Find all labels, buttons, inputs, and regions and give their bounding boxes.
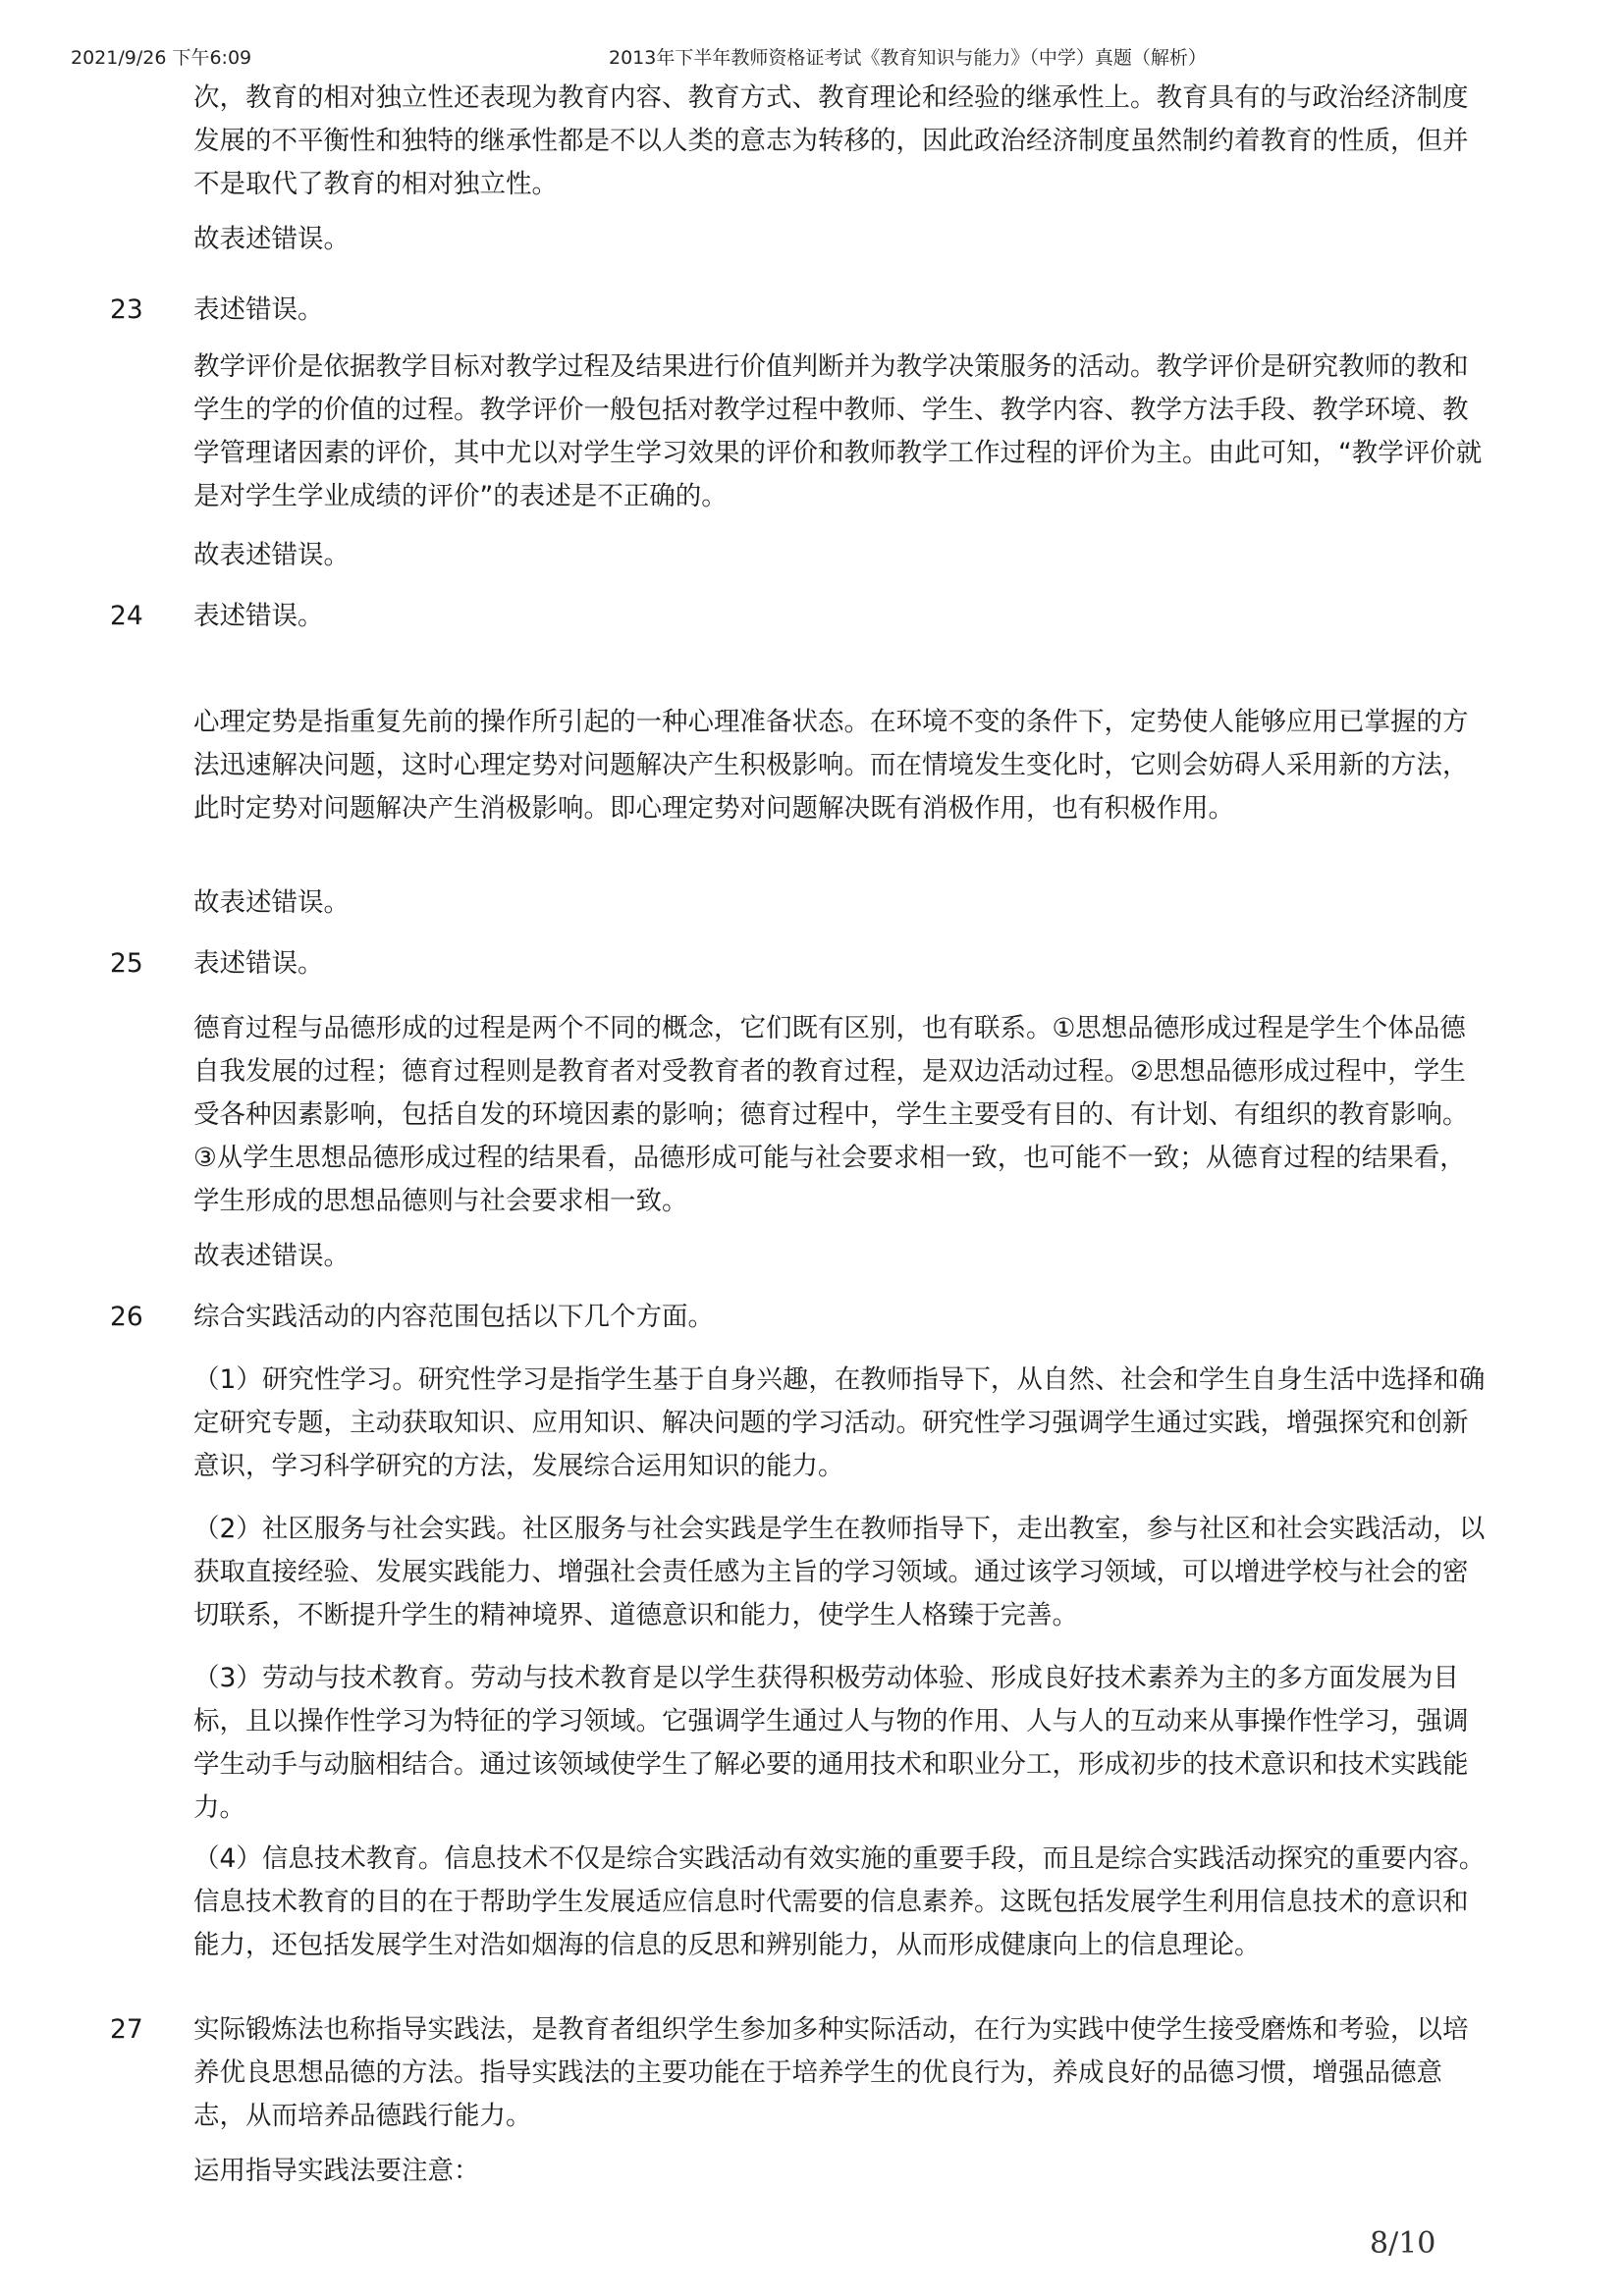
item-26-2: （2）社区服务与社会实践。社区服务与社会实践是学生在教师指导下，走出教室，参与社区和社会实践活动，以获取直接经验、发展实践能力、增强社会责任感为主旨的学习领域。通过该学习领域，可以增进学校与社会的密切联系，不断提升学生的精神境界、道德意识和能力，使学生人格臻于完善。 (193, 1514, 1486, 1630)
conclusion-25: 故表述错误。 (193, 1241, 350, 1271)
question-number-25: 25 (110, 948, 143, 979)
explanation-25: 德育过程与品德形成的过程是两个不同的概念，它们既有区别，也有联系。①思想品德形成过程是学生个体品德自我发展的过程；德育过程则是教育者对受教育者的教育过程，是双边活动过程。②思想品德形成过程中，学生受各种因素影响，包括自发的环境因素的影响；德育过程中，学生主要受有目的、有计划、有组织的教育影响。③从学生思想品德形成过程的结果看，品德形成可能与社会要求相一致，也可能不一致；从德育过程的结果看，学生形成的思想品德则与社会要求相一致。 (193, 1013, 1469, 1216)
explanation-27: 实际锻炼法也称指导实践法，是教育者组织学生参加多种实际活动，在行为实践中使学生接受磨炼和考验，以培养优良思想品德的方法。指导实践法的主要功能在于培养学生的优良行为，养成良好的品德习惯，增强品德意志，从而培养品德践行能力。 (193, 2014, 1469, 2131)
conclusion-23: 故表述错误。 (193, 540, 350, 570)
verdict-25: 表述错误。 (193, 948, 324, 979)
verdict-23: 表述错误。 (193, 294, 324, 325)
question-number-26: 26 (110, 1302, 143, 1332)
question-number-23: 23 (110, 294, 143, 325)
explanation-24: 心理定势是指重复先前的操作所引起的一种心理准备状态。在环境不变的条件下，定势使人能够应用已掌握的方法迅速解决问题，这时心理定势对问题解决产生积极影响。而在情境发生变化时，它则会妨碍人采用新的方法，此时定势对问题解决产生消极影响。即心理定势对问题解决既有消极作用，也有积极作用。 (193, 707, 1469, 824)
intro-26: 综合实践活动的内容范围包括以下几个方面。 (193, 1302, 714, 1332)
question-number-27: 27 (110, 2014, 143, 2045)
conclusion-22: 故表述错误。 (193, 224, 350, 254)
page-header-title: 2013年下半年教师资格证考试《教育知识与能力》（中学）真题（解析） (609, 47, 1207, 69)
item-26-4: （4）信息技术教育。信息技术不仅是综合实践活动有效实施的重要手段，而且是综合实践活动探究的重要内容。信息技术教育的目的在于帮助学生发展适应信息时代需要的信息素养。这既包括发展学生利用信息技术的意识和能力，还包括发展学生对浩如烟海的信息的反思和辨别能力，从而形成健康向上的信息理论。 (193, 1843, 1486, 1960)
followup-27: 运用指导实践法要注意： (193, 2156, 480, 2186)
item-26-3: （3）劳动与技术教育。劳动与技术教育是以学生获得积极劳动体验、形成良好技术素养为主的多方面发展为目标，且以操作性学习为特征的学习领域。它强调学生通过人与物的作用、人与人的互动来从事操作性学习，强调学生动手与动脑相结合。通过该领域使学生了解必要的通用技术和职业分工，形成初步的技术意识和技术实践能力。 (193, 1663, 1469, 1823)
page-number: 8/10 (1370, 2226, 1436, 2261)
explanation-23: 教学评价是依据教学目标对教学过程及结果进行价值判断并为教学决策服务的活动。教学评价是研究教师的教和学生的学的价值的过程。教学评价一般包括对教学过程中教师、学生、教学内容、教学方法手段、教学环境、教学管理诸因素的评价，其中尤以对学生学习效果的评价和教师教学工作过程的评价为主。由此可知，“教学评价就是对学生学业成绩的评价”的表述是不正确的。 (193, 351, 1483, 511)
print-datetime: 2021/9/26 下午6:09 (71, 47, 252, 69)
question-number-24: 24 (110, 601, 143, 631)
paragraph-22-continued: 次，教育的相对独立性还表现为教育内容、教育方式、教育理论和经验的继承性上。教育具有的与政治经济制度发展的不平衡性和独特的继承性都是不以人类的意志为转移的，因此政治经济制度虽然制约着教育的性质，但并不是取代了教育的相对独立性。 (193, 82, 1469, 199)
verdict-24: 表述错误。 (193, 601, 324, 631)
item-26-1: （1）研究性学习。研究性学习是指学生基于自身兴趣，在教师指导下，从自然、社会和学生自身生活中选择和确定研究专题，主动获取知识、应用知识、解决问题的学习活动。研究性学习强调学生通过实践，增强探究和创新意识，学习科学研究的方法，发展综合运用知识的能力。 (193, 1364, 1486, 1481)
conclusion-24: 故表述错误。 (193, 887, 350, 918)
